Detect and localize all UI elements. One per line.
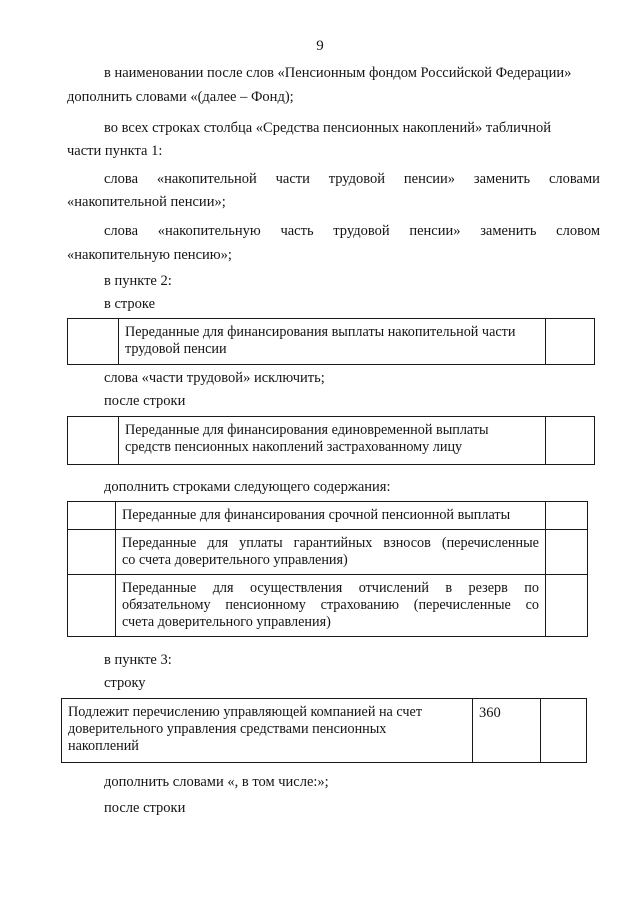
table-cell-empty xyxy=(546,417,595,465)
table-cell-empty xyxy=(68,319,119,365)
table-row xyxy=(62,699,587,763)
paragraph-line: слова «части трудовой» исключить; xyxy=(104,370,325,386)
table-row-block xyxy=(67,318,595,365)
table-cell-empty xyxy=(546,530,588,575)
paragraph-line: в строке xyxy=(104,296,156,312)
table-cell-text: Переданные для финансирования единовременной выплаты средств пенсионных накоплений застрахованному лицу xyxy=(119,417,546,465)
page-number: 9 xyxy=(316,38,324,54)
table-cell-empty xyxy=(68,575,116,637)
table-cell-text: Подлежит перечислению управляющей компанией на счет доверительного управления средствами пенсионных накоплений xyxy=(62,699,473,763)
table-row xyxy=(68,530,588,575)
table-cell-empty xyxy=(541,699,587,763)
paragraph-line: строку xyxy=(104,675,146,691)
table-row xyxy=(68,502,588,530)
table-row xyxy=(68,319,595,365)
table-cell-empty xyxy=(68,417,119,465)
table-cell-text: Переданные для финансирования выплаты накопительной части трудовой пенсии xyxy=(119,319,546,365)
table-cell-text: Переданные для уплаты гарантийных взносов (перечисленные со счета доверительного управления) xyxy=(116,530,546,575)
table-cell-empty xyxy=(68,502,116,530)
table-cell-text: Переданные для финансирования срочной пенсионной выплаты xyxy=(116,502,546,530)
paragraph-line: после строки xyxy=(104,800,186,816)
table-new-rows xyxy=(67,501,588,637)
table-row xyxy=(68,575,588,637)
paragraph-line: «накопительную пенсию»; xyxy=(67,247,232,263)
paragraph-line-justified: слова «накопительную часть трудовой пенсии» заменить словом xyxy=(104,223,600,239)
table-cell-code: 360 xyxy=(473,699,541,763)
paragraph-line: части пункта 1: xyxy=(67,143,163,159)
table-cell-empty xyxy=(546,575,588,637)
paragraph-line: в пункте 3: xyxy=(104,652,172,668)
paragraph-line-justified: слова «накопительной части трудовой пенсии» заменить словами xyxy=(104,171,600,187)
table-cell-empty xyxy=(546,319,595,365)
table-row-block xyxy=(67,416,595,465)
paragraph-line: в наименовании после слов «Пенсионным фондом Российской Федерации» xyxy=(104,65,572,81)
paragraph-line: дополнить словами «, в том числе:»; xyxy=(104,774,329,790)
paragraph-line: во всех строках столбца «Средства пенсионных накоплений» табличной xyxy=(104,120,551,136)
table-cell-empty xyxy=(546,502,588,530)
table-cell-text: Переданные для осуществления отчислений в резерв по обязательному пенсионному страхованию (перечисленные со счета доверительного управления) xyxy=(116,575,546,637)
paragraph-line: дополнить строками следующего содержания: xyxy=(104,479,391,495)
paragraph-line: в пункте 2: xyxy=(104,273,172,289)
table-row-block xyxy=(61,698,587,763)
table-row xyxy=(68,417,595,465)
table-cell-empty xyxy=(68,530,116,575)
paragraph-line: после строки xyxy=(104,393,186,409)
paragraph-line: «накопительной пенсии»; xyxy=(67,194,226,210)
paragraph-line: дополнить словами «(далее – Фонд); xyxy=(67,89,294,105)
